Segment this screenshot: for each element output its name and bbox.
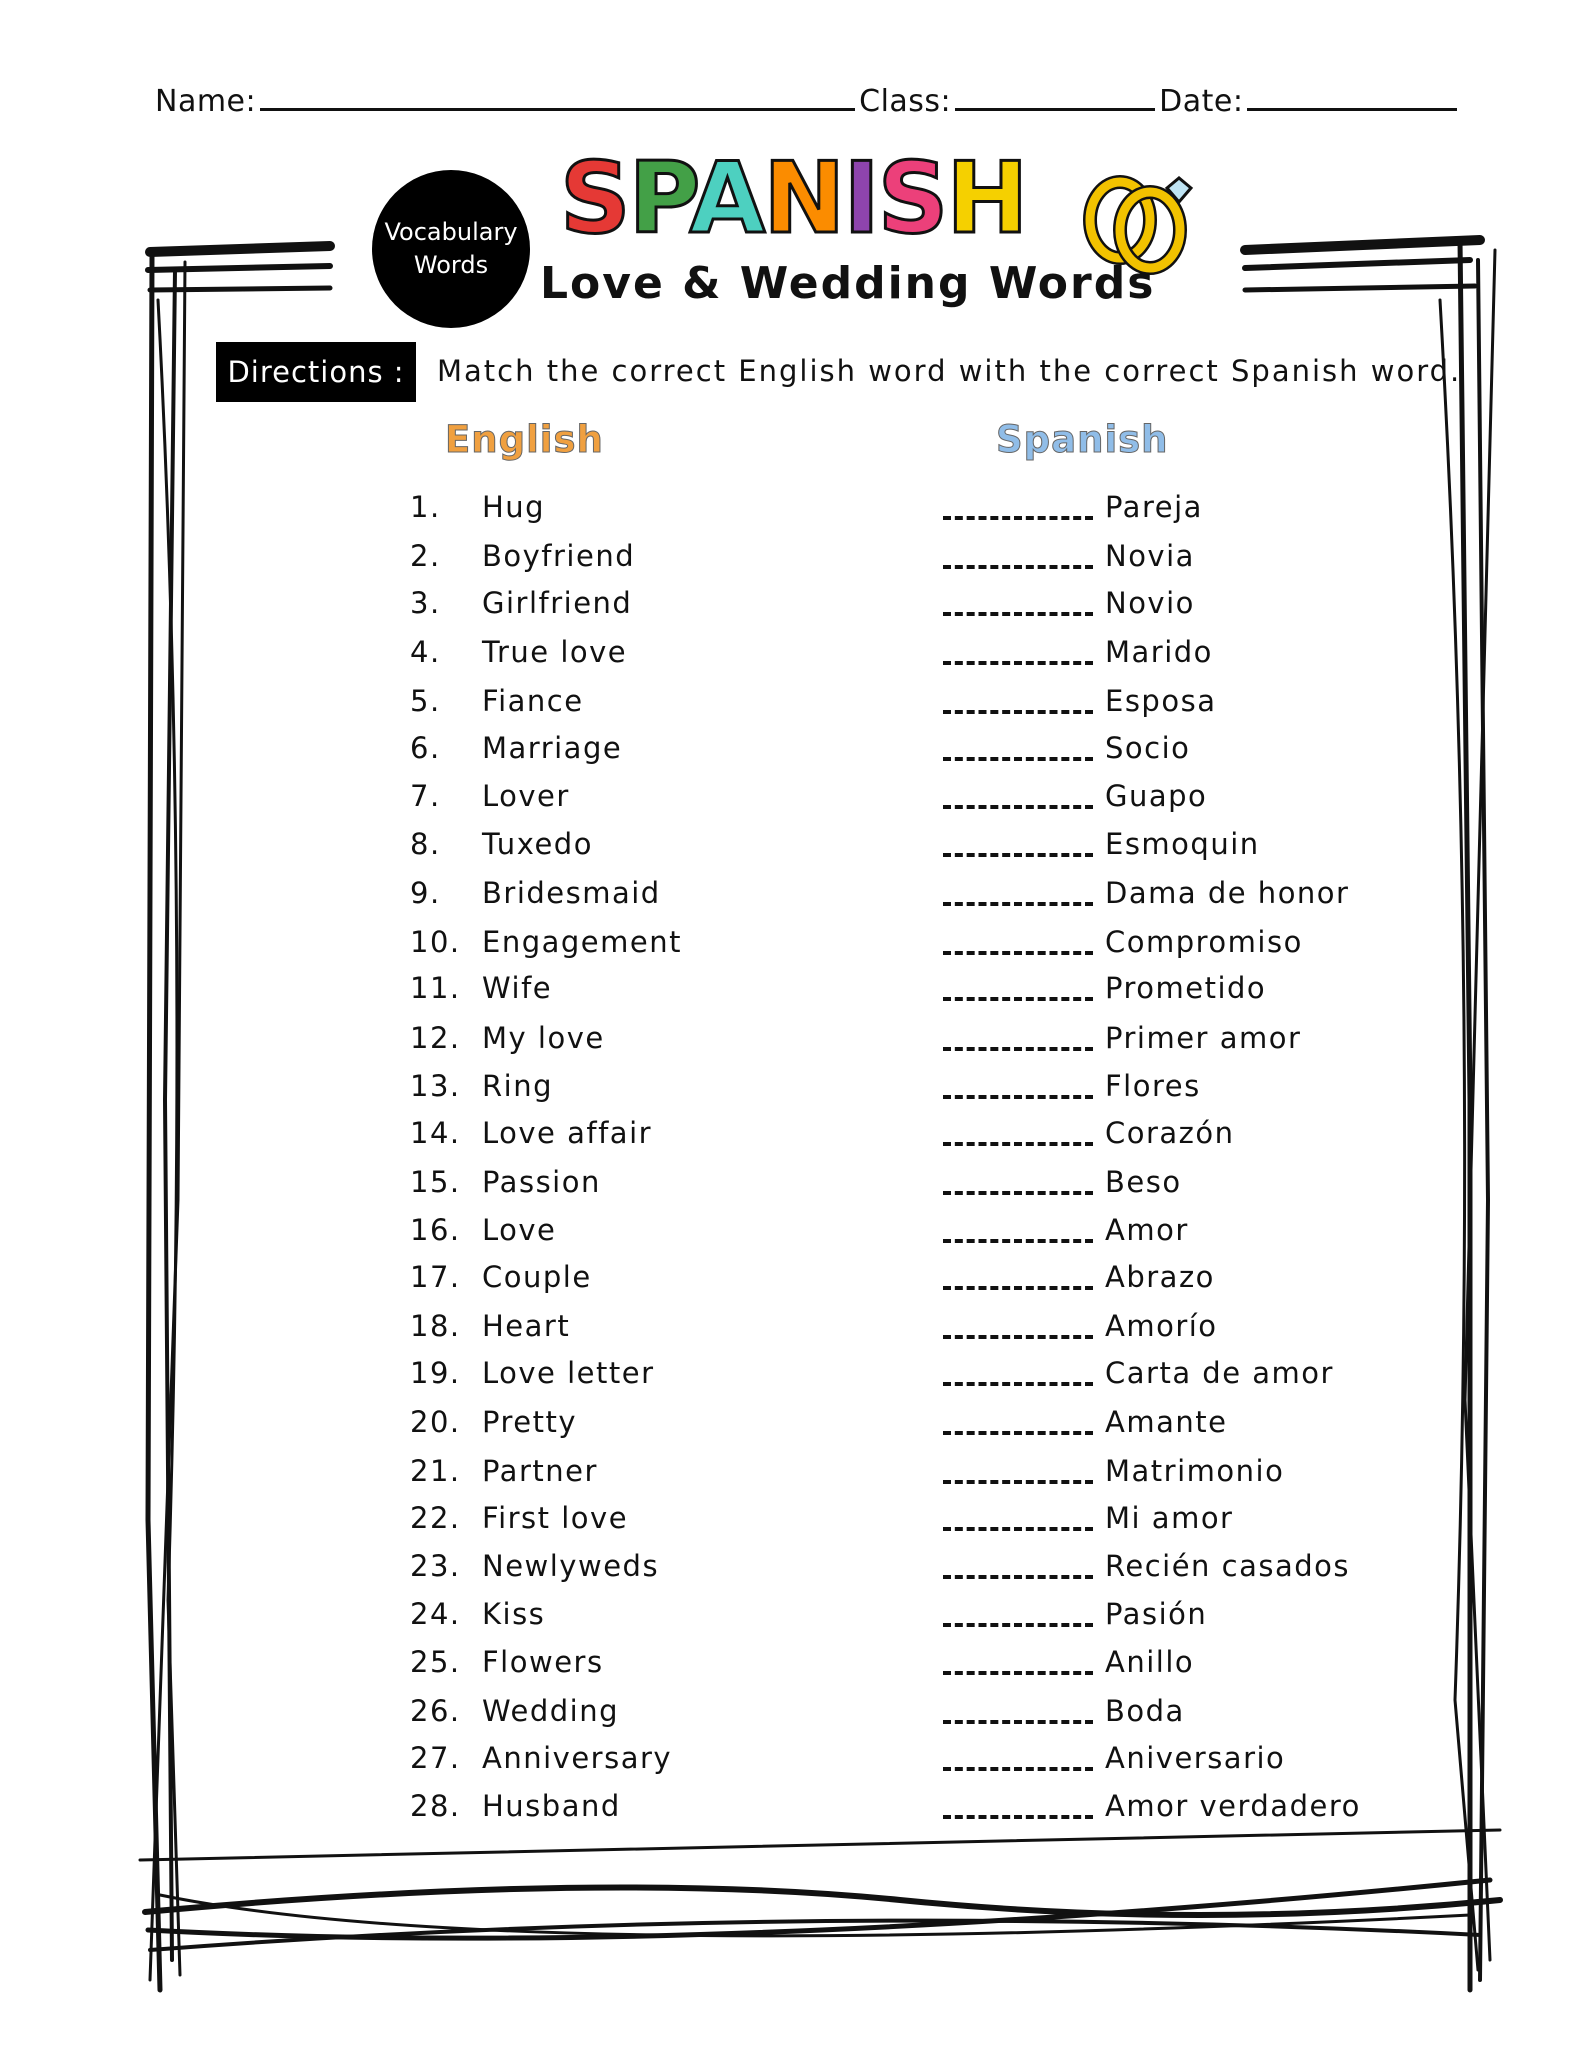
spanish-word: Pasión: [1105, 1597, 1208, 1631]
answer-blank[interactable]: [943, 1527, 1093, 1531]
english-word: Partner: [482, 1454, 598, 1488]
answer-blank[interactable]: [943, 1382, 1093, 1386]
item-number: 2.: [410, 539, 441, 573]
date-label: Date:: [1159, 84, 1244, 119]
spanish-word: Mi amor: [1105, 1501, 1234, 1535]
item-number: 9.: [410, 876, 441, 910]
spanish-word: Amor: [1105, 1213, 1189, 1247]
list-item: [0, 925, 1583, 965]
answer-blank[interactable]: [943, 1671, 1093, 1675]
item-number: 8.: [410, 827, 441, 861]
title-letter: H: [946, 142, 1027, 256]
spanish-word: Flores: [1105, 1069, 1201, 1103]
list-item: [0, 1549, 1583, 1589]
english-word: Newlyweds: [482, 1549, 660, 1583]
list-item: [0, 490, 1583, 530]
spanish-word: Novio: [1105, 586, 1195, 620]
spanish-word: Amor verdadero: [1105, 1789, 1361, 1823]
answer-blank[interactable]: [943, 1286, 1093, 1290]
item-number: 28.: [410, 1789, 461, 1823]
directions-text: Match the correct English word with the correct Spanish word.: [437, 354, 1462, 388]
item-number: 10.: [410, 925, 461, 959]
spanish-word: Matrimonio: [1105, 1454, 1285, 1488]
english-word: Hug: [482, 490, 546, 524]
item-number: 27.: [410, 1741, 461, 1775]
answer-blank[interactable]: [943, 1142, 1093, 1146]
item-number: 14.: [410, 1116, 461, 1150]
spanish-word: Amorío: [1105, 1309, 1218, 1343]
spanish-word: Esmoquin: [1105, 827, 1260, 861]
date-field[interactable]: [1247, 86, 1457, 111]
item-number: 19.: [410, 1356, 461, 1390]
item-number: 3.: [410, 586, 441, 620]
list-item: [0, 1694, 1583, 1734]
item-number: 4.: [410, 635, 441, 669]
list-item: [0, 1741, 1583, 1781]
english-word: First love: [482, 1501, 629, 1535]
answer-blank[interactable]: [943, 853, 1093, 857]
english-word: Love: [482, 1213, 557, 1247]
answer-blank[interactable]: [943, 1720, 1093, 1724]
badge-line-1: Vocabulary: [384, 218, 518, 246]
list-item: [0, 1645, 1583, 1685]
answer-blank[interactable]: [943, 1480, 1093, 1484]
item-number: 15.: [410, 1165, 461, 1199]
list-item: [0, 1501, 1583, 1541]
english-word: Heart: [482, 1309, 571, 1343]
item-number: 13.: [410, 1069, 461, 1103]
list-item: [0, 1021, 1583, 1061]
english-word: Passion: [482, 1165, 601, 1199]
badge-line-2: Words: [413, 251, 489, 279]
list-item: [0, 1165, 1583, 1205]
english-word: Couple: [482, 1260, 592, 1294]
spanish-word: Marido: [1105, 635, 1213, 669]
spanish-word: Prometido: [1105, 971, 1267, 1005]
answer-blank[interactable]: [943, 951, 1093, 955]
answer-blank[interactable]: [943, 1335, 1093, 1339]
english-word: Husband: [482, 1789, 621, 1823]
item-number: 1.: [410, 490, 441, 524]
answer-blank[interactable]: [943, 612, 1093, 616]
spanish-word: Novia: [1105, 539, 1195, 573]
page-title: [560, 142, 1027, 256]
spanish-word: Primer amor: [1105, 1021, 1302, 1055]
spanish-word: Aniversario: [1105, 1741, 1286, 1775]
list-item: [0, 779, 1583, 819]
spanish-word: Boda: [1105, 1694, 1185, 1728]
english-word: Pretty: [482, 1405, 578, 1439]
answer-blank[interactable]: [943, 516, 1093, 520]
answer-blank[interactable]: [943, 805, 1093, 809]
spanish-word: Recién casados: [1105, 1549, 1350, 1583]
english-word: Engagement: [482, 925, 682, 959]
spanish-column-heading: Spanish: [996, 418, 1169, 461]
title-letter: I: [843, 142, 878, 256]
answer-blank[interactable]: [943, 1815, 1093, 1819]
list-item: [0, 539, 1583, 579]
english-word: Bridesmaid: [482, 876, 661, 910]
list-item: [0, 1213, 1583, 1253]
item-number: 22.: [410, 1501, 461, 1535]
english-word: Love letter: [482, 1356, 655, 1390]
answer-blank[interactable]: [943, 661, 1093, 665]
answer-blank[interactable]: [943, 1431, 1093, 1435]
english-word: Boyfriend: [482, 539, 636, 573]
list-item: [0, 684, 1583, 724]
title-letter: S: [560, 142, 629, 256]
english-word: Anniversary: [482, 1741, 673, 1775]
english-word: Fiance: [482, 684, 584, 718]
list-item: [0, 1309, 1583, 1349]
english-word: Love affair: [482, 1116, 653, 1150]
answer-blank[interactable]: [943, 1095, 1093, 1099]
english-word: Girlfriend: [482, 586, 633, 620]
list-item: [0, 635, 1583, 675]
answer-blank[interactable]: [943, 997, 1093, 1001]
list-item: [0, 1356, 1583, 1396]
list-item: [0, 1405, 1583, 1445]
list-item: [0, 1454, 1583, 1494]
english-word: Ring: [482, 1069, 553, 1103]
list-item: [0, 1116, 1583, 1156]
english-word: Flowers: [482, 1645, 604, 1679]
answer-blank[interactable]: [943, 902, 1093, 906]
item-number: 7.: [410, 779, 441, 813]
class-field[interactable]: [955, 86, 1155, 111]
spanish-word: Esposa: [1105, 684, 1217, 718]
answer-blank[interactable]: [943, 1239, 1093, 1243]
name-field[interactable]: [260, 86, 855, 111]
page-subtitle: Love & Wedding Words: [540, 258, 1156, 309]
english-word: Wedding: [482, 1694, 619, 1728]
english-word: Marriage: [482, 731, 623, 765]
wedding-rings-icon: [1075, 158, 1205, 283]
answer-blank[interactable]: [943, 1767, 1093, 1771]
answer-blank[interactable]: [943, 1623, 1093, 1627]
list-item: [0, 1260, 1583, 1300]
class-label: Class:: [859, 84, 952, 119]
item-number: 20.: [410, 1405, 461, 1439]
spanish-word: Amante: [1105, 1405, 1228, 1439]
item-number: 12.: [410, 1021, 461, 1055]
item-number: 6.: [410, 731, 441, 765]
spanish-word: Dama de honor: [1105, 876, 1350, 910]
spanish-word: Anillo: [1105, 1645, 1195, 1679]
spanish-word: Abrazo: [1105, 1260, 1215, 1294]
title-letter: A: [689, 142, 764, 256]
list-item: [0, 876, 1583, 916]
spanish-word: Pareja: [1105, 490, 1203, 524]
title-letter: P: [628, 142, 690, 256]
answer-blank[interactable]: [943, 565, 1093, 569]
item-number: 24.: [410, 1597, 461, 1631]
item-number: 18.: [410, 1309, 461, 1343]
english-word: True love: [482, 635, 628, 669]
title-letter: N: [763, 142, 844, 256]
list-item: [0, 971, 1583, 1011]
spanish-word: Beso: [1105, 1165, 1182, 1199]
directions-label: Directions :: [216, 342, 416, 402]
item-number: 26.: [410, 1694, 461, 1728]
title-letter: S: [877, 142, 947, 256]
item-number: 11.: [410, 971, 461, 1005]
name-label: Name:: [155, 84, 257, 119]
list-item: [0, 731, 1583, 771]
list-item: [0, 1597, 1583, 1637]
item-number: 16.: [410, 1213, 461, 1247]
english-column-heading: English: [445, 418, 604, 461]
item-number: 17.: [410, 1260, 461, 1294]
spanish-word: Corazón: [1105, 1116, 1235, 1150]
item-number: 25.: [410, 1645, 461, 1679]
answer-blank[interactable]: [943, 1047, 1093, 1051]
answer-blank[interactable]: [943, 1191, 1093, 1195]
answer-blank[interactable]: [943, 1575, 1093, 1579]
item-number: 21.: [410, 1454, 461, 1488]
english-word: Lover: [482, 779, 570, 813]
spanish-word: Guapo: [1105, 779, 1208, 813]
spanish-word: Compromiso: [1105, 925, 1303, 959]
answer-blank[interactable]: [943, 757, 1093, 761]
student-info-line: [155, 84, 1425, 119]
vocabulary-badge: [372, 170, 530, 328]
item-number: 23.: [410, 1549, 461, 1583]
list-item: [0, 1069, 1583, 1109]
list-item: [0, 1789, 1583, 1829]
english-word: Kiss: [482, 1597, 546, 1631]
item-number: 5.: [410, 684, 441, 718]
english-word: Tuxedo: [482, 827, 593, 861]
spanish-word: Carta de amor: [1105, 1356, 1334, 1390]
answer-blank[interactable]: [943, 710, 1093, 714]
english-word: Wife: [482, 971, 553, 1005]
list-item: [0, 586, 1583, 626]
english-word: My love: [482, 1021, 605, 1055]
list-item: [0, 827, 1583, 867]
spanish-word: Socio: [1105, 731, 1191, 765]
